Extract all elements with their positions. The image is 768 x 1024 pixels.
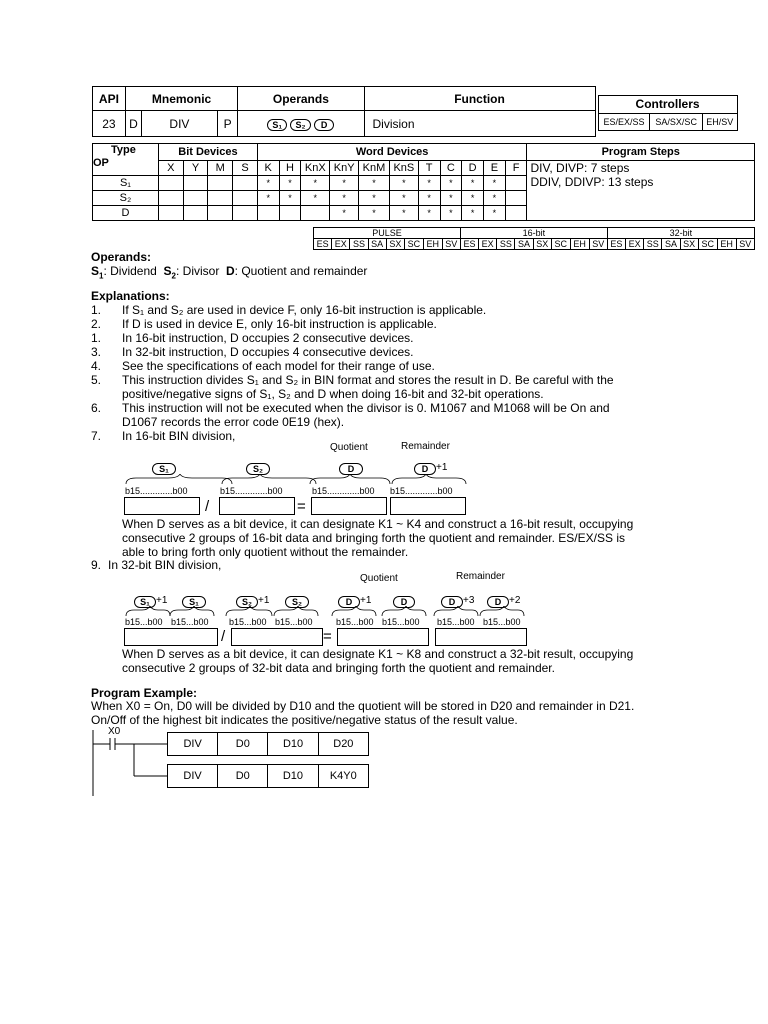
div32-off-s1: +1: [156, 595, 168, 606]
rung1-op: DIV: [168, 733, 218, 756]
device-mark: *: [330, 176, 359, 191]
support-pulse: PULSE: [314, 228, 461, 239]
device-mark: *: [418, 206, 440, 221]
device-mark: [183, 191, 208, 206]
div32-range-6: b15...b00: [382, 617, 420, 627]
device-mark: *: [279, 191, 301, 206]
div16-remainder-label: Remainder: [401, 441, 450, 452]
device-mark: *: [462, 176, 484, 191]
div16-box-quotient: [311, 497, 387, 515]
div32-range-8: b15...b00: [483, 617, 521, 627]
device-mark: *: [389, 206, 418, 221]
div32-box-s2: [231, 628, 323, 646]
support-model: EH: [423, 239, 442, 250]
controllers-label: Controllers: [598, 95, 737, 114]
operands-label: Operands: [238, 87, 364, 111]
rung2-src1: D0: [218, 765, 268, 788]
rung1-src2: D10: [268, 733, 318, 756]
support-model: ES: [607, 239, 625, 250]
explanation-text: See the specifications of each model for their range of use.: [122, 359, 435, 373]
controller-eh: EH/SV: [702, 114, 737, 130]
support-model: SA: [662, 239, 680, 250]
rung1-src1: D0: [218, 733, 268, 756]
controllers-table: [598, 95, 738, 131]
device-mark: [301, 206, 330, 221]
col-m: M: [208, 161, 233, 176]
mnemonic-label: Mnemonic: [125, 87, 237, 111]
model-support-table: [313, 227, 755, 250]
steps-32bit: DDIV, DDIVP: 13 steps: [530, 175, 654, 189]
function-label: Function: [364, 87, 595, 111]
brace32-1: [126, 606, 170, 616]
device-mark: *: [359, 206, 390, 221]
div16-oval-s2: S₂: [246, 463, 270, 475]
device-mark: *: [330, 191, 359, 206]
device-mark: [183, 206, 208, 221]
brace-2: [222, 474, 316, 484]
div16-oval-d2: D: [414, 463, 436, 475]
explanation-text: positive/negative signs of S₁, S₂ and D when doing 16-bit and 32-bit operations.: [122, 387, 544, 401]
device-row-label: S₂: [93, 191, 159, 206]
col-x: X: [158, 161, 183, 176]
div16-note: When D serves as a bit device, it can designate K1 ~ K4 and construct a 16-bit result, occupying consecutive 2 groups of 16-bit data and bringing forth the quotient and remainder. ES/EX/SS is able to bring forth only quotient without the remainder.: [122, 517, 634, 559]
rung2-op: DIV: [168, 765, 218, 788]
support-32bit: 32-bit: [607, 228, 754, 239]
operand-s2: S: [163, 264, 172, 278]
oval-s1: S₁: [267, 119, 287, 131]
support-model: SV: [442, 239, 460, 250]
div32-oval-s2b: S₂: [285, 596, 309, 608]
device-table: [92, 143, 755, 221]
col-s: S: [233, 161, 258, 176]
device-mark: [158, 176, 183, 191]
device-mark: [505, 191, 527, 206]
div32-oval-s1b: S₁: [182, 596, 206, 608]
oval-d: D: [314, 119, 335, 131]
support-model: SV: [589, 239, 607, 250]
div32-range-1: b15...b00: [125, 617, 163, 627]
brace32-6: [382, 606, 426, 616]
div32-range-7: b15...b00: [437, 617, 475, 627]
oval-s2: S₂: [290, 119, 310, 131]
device-mark: [183, 176, 208, 191]
device-mark: *: [462, 206, 484, 221]
device-mark: [505, 176, 527, 191]
explanation-text: In 16-bit BIN division,: [122, 429, 236, 443]
explanation-number: 7.: [91, 429, 102, 443]
mnemonic-value: DIV: [141, 111, 217, 137]
support-models-row: [314, 239, 755, 250]
explanation-text: In 16-bit instruction, D occupies 2 consecutive devices.: [122, 331, 414, 345]
device-mark: *: [418, 176, 440, 191]
support-model: SA: [515, 239, 533, 250]
program-steps-value: [527, 161, 755, 221]
explanation-text: This instruction will not be executed when the divisor is 0. M1067 and M1068 will be On and: [122, 401, 610, 415]
col-y: Y: [183, 161, 208, 176]
explanations-title: Explanations:: [91, 289, 170, 303]
mnemonic-suffix: P: [217, 111, 237, 137]
col-f: F: [505, 161, 527, 176]
device-row-label: S₁: [93, 176, 159, 191]
rung2-src2: D10: [268, 765, 318, 788]
div32-oval-db: D: [393, 596, 415, 608]
brace32-3: [226, 606, 272, 616]
div32-oval-dc: D: [441, 596, 463, 608]
api-label: API: [93, 87, 126, 111]
explanation-number: 1.: [91, 331, 102, 345]
div32-remainder-label: Remainder: [456, 571, 505, 582]
ladder-lines: [88, 730, 178, 800]
support-model: EH: [570, 239, 589, 250]
api-number: 23: [93, 111, 126, 137]
brace-4: [392, 474, 466, 484]
device-mark: [208, 176, 233, 191]
device-mark: [233, 206, 258, 221]
div16-range-1: b15.............b00: [125, 486, 188, 496]
device-mark: *: [389, 176, 418, 191]
item9-text: In 32-bit BIN division,: [108, 558, 222, 572]
div32-range-4: b15...b00: [275, 617, 313, 627]
explanation-number: 6.: [91, 401, 102, 415]
device-mark: [233, 176, 258, 191]
brace32-4: [274, 606, 318, 616]
operands-value: [238, 111, 364, 137]
div16-box-s2: [219, 497, 295, 515]
controller-sa: SA/SX/SC: [650, 114, 703, 130]
contact-label: X0: [108, 726, 121, 737]
support-model: EX: [332, 239, 350, 250]
support-model: SC: [551, 239, 570, 250]
explanation-text: D1067 records the error code 0E19 (hex).: [122, 415, 345, 429]
div32-off-d: +1: [360, 595, 372, 606]
col-kny: KnY: [330, 161, 359, 176]
device-mark: *: [418, 191, 440, 206]
div32-oval-s2a: S₂: [236, 596, 258, 608]
device-mark: *: [257, 176, 279, 191]
div32-off-d3: +3: [463, 595, 475, 606]
div16-quotient-label: Quotient: [330, 442, 368, 453]
div32-off-s2: +1: [258, 595, 270, 606]
device-mark: *: [484, 191, 506, 206]
device-mark: *: [484, 176, 506, 191]
program-steps-label: Program Steps: [527, 144, 755, 161]
col-d: D: [462, 161, 484, 176]
support-model: ES: [460, 239, 478, 250]
brace-3: [310, 474, 390, 484]
support-model: SA: [368, 239, 386, 250]
div16-plus1: +1: [436, 462, 448, 473]
explanation-text: If S₁ and S₂ are used in device F, only 16-bit instruction is applicable.: [122, 303, 487, 317]
device-row-label: D: [93, 206, 159, 221]
brace32-2: [170, 606, 214, 616]
operand-d: D: [226, 264, 235, 278]
device-mark: *: [462, 191, 484, 206]
div16-slash: /: [205, 498, 210, 515]
support-model: SS: [644, 239, 662, 250]
device-mark: [158, 191, 183, 206]
div16-box-s1: [124, 497, 200, 515]
div32-range-2: b15...b00: [171, 617, 209, 627]
col-kns: KnS: [389, 161, 418, 176]
div16-box-remainder: [390, 497, 466, 515]
support-model: SS: [497, 239, 515, 250]
device-mark: *: [301, 176, 330, 191]
div32-quotient-label: Quotient: [360, 573, 398, 584]
support-model: EH: [717, 239, 736, 250]
device-mark: [505, 206, 527, 221]
device-mark: [233, 191, 258, 206]
device-mark: *: [440, 206, 462, 221]
bit-devices-label: Bit Devices: [158, 144, 257, 161]
explanation-number: 2.: [91, 317, 102, 331]
support-model: EX: [479, 239, 497, 250]
device-mark: *: [359, 191, 390, 206]
div16-oval-d: D: [339, 463, 363, 475]
example-text: When X0 = On, D0 will be divided by D10 and the quotient will be stored in D20 and remainder in D21. On/Off of the highest bit indicates the positive/negative status of the result value.: [91, 699, 635, 727]
div32-box-quotient: [337, 628, 429, 646]
mnemonic-prefix: D: [125, 111, 141, 137]
support-model: SX: [533, 239, 551, 250]
col-k: K: [257, 161, 279, 176]
support-model: SC: [698, 239, 717, 250]
rung2-dst: K4Y0: [318, 765, 368, 788]
instruction-header-table: [92, 86, 744, 137]
brace32-5: [332, 606, 376, 616]
explanation-text: If D is used in device E, only 16-bit instruction is applicable.: [122, 317, 437, 331]
operand-s1: S: [91, 264, 100, 278]
div32-box-remainder: [435, 628, 527, 646]
device-mark: *: [440, 176, 462, 191]
div32-range-5: b15...b00: [336, 617, 374, 627]
device-mark: *: [440, 191, 462, 206]
support-model: SC: [404, 239, 423, 250]
steps-16bit: DIV, DIVP: 7 steps: [530, 161, 630, 175]
item9-number: 9.: [91, 558, 102, 572]
div16-range-3: b15.............b00: [312, 486, 375, 496]
controller-es: ES/EX/SS: [598, 114, 650, 130]
op-label: OP: [93, 157, 109, 169]
div32-off-d2: +2: [509, 595, 521, 606]
rung1-instruction: [167, 732, 369, 756]
div16-oval-s1: S₁: [152, 463, 176, 475]
operands-line: $S_1$: Dividend $S_2$: Divisor D: Quotient and remainder: [91, 264, 368, 281]
device-mark: *: [389, 191, 418, 206]
div32-box-s1: [124, 628, 218, 646]
rung1-dst: D20: [318, 733, 368, 756]
div32-equals: =: [323, 628, 332, 645]
div32-note: When D serves as a bit device, it can designate K1 ~ K8 and construct a 32-bit result, occupying consecutive 2 groups of 32-bit data and bringing forth the quotient and remainder.: [122, 647, 634, 675]
device-mark: [257, 206, 279, 221]
div16-range-2: b15.............b00: [220, 486, 283, 496]
brace32-8: [480, 606, 524, 616]
col-e: E: [484, 161, 506, 176]
div16-equals: =: [297, 498, 306, 515]
explanation-text: This instruction divides S₁ and S₂ in BIN format and stores the result in D. Be careful with the: [122, 373, 614, 387]
div32-slash: /: [221, 628, 226, 645]
device-mark: *: [301, 191, 330, 206]
device-mark: *: [279, 176, 301, 191]
support-model: SV: [736, 239, 754, 250]
type-label: Type: [111, 144, 136, 156]
controllers-cell: [595, 87, 744, 137]
explanation-text: In 32-bit instruction, D occupies 4 consecutive devices.: [122, 345, 414, 359]
operands-title: Operands:: [91, 250, 152, 264]
support-model: SX: [386, 239, 404, 250]
col-knx: KnX: [301, 161, 330, 176]
brace32-7: [434, 606, 478, 616]
support-model: SX: [680, 239, 698, 250]
device-mark: *: [330, 206, 359, 221]
type-op-cell: [93, 144, 159, 176]
rung2-instruction: [167, 764, 369, 788]
example-title: Program Example:: [91, 686, 198, 700]
brace-1: [126, 474, 232, 484]
explanation-number: 1.: [91, 303, 102, 317]
device-mark: [208, 206, 233, 221]
device-mark: [158, 206, 183, 221]
device-mark: *: [257, 191, 279, 206]
device-mark: [208, 191, 233, 206]
explanation-number: 4.: [91, 359, 102, 373]
word-devices-label: Word Devices: [257, 144, 527, 161]
explanation-number: 3.: [91, 345, 102, 359]
col-t: T: [418, 161, 440, 176]
col-c: C: [440, 161, 462, 176]
device-mark: [279, 206, 301, 221]
div32-range-3: b15...b00: [229, 617, 267, 627]
div32-oval-dd: D: [487, 596, 509, 608]
div32-oval-da: D: [338, 596, 360, 608]
device-mark: *: [359, 176, 390, 191]
support-model: SS: [350, 239, 368, 250]
function-value: Division: [364, 111, 595, 137]
device-mark: *: [484, 206, 506, 221]
explanation-number: 5.: [91, 373, 102, 387]
support-model: EX: [626, 239, 644, 250]
support-16bit: 16-bit: [460, 228, 607, 239]
div16-range-4: b15.............b00: [390, 486, 453, 496]
support-model: ES: [314, 239, 332, 250]
div32-oval-s1a: S₁: [134, 596, 156, 608]
col-knm: KnM: [359, 161, 390, 176]
col-h: H: [279, 161, 301, 176]
